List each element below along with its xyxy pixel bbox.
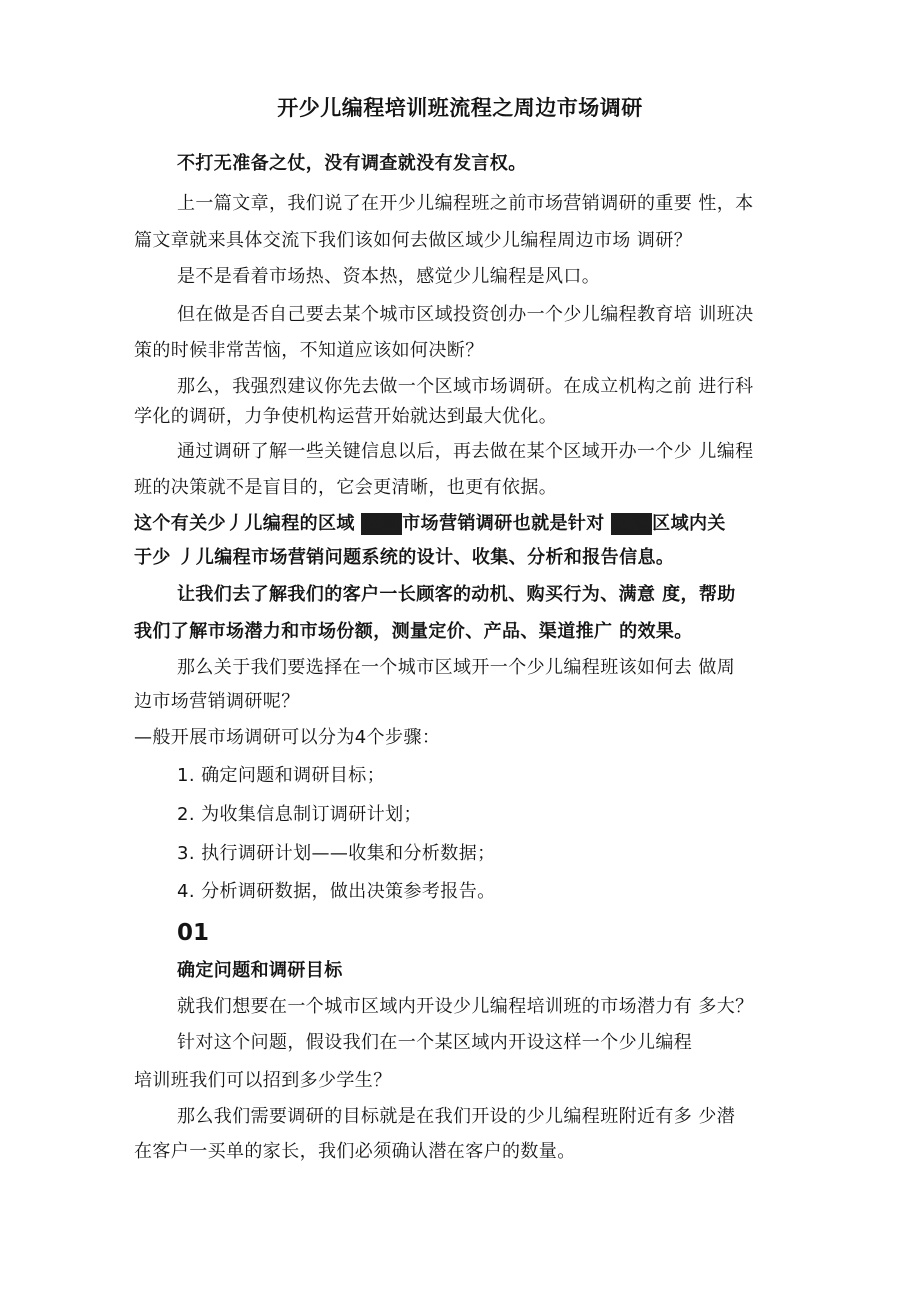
- paragraph-6-line-1: 让我们去了解我们的客户一长顾客的动机、购买行为、满意 度，帮助: [177, 584, 736, 605]
- paragraph-7-line-2: 边市场营销调研呢？: [134, 691, 300, 712]
- redaction-block-1: 区域: [363, 513, 401, 534]
- paragraph-5-line-2: 班的决策就不是盲目的，它会更清晰，也更有依据。: [134, 477, 558, 498]
- definition-text-3: 区域内关: [652, 513, 726, 534]
- paragraph-1-line-2: 篇文章就来具体交流下我们该如何去做区域少儿编程周边市场 调研？: [134, 230, 693, 251]
- step-item-1: 1. 确定问题和调研目标；: [177, 765, 386, 786]
- definition-line-1: [134, 513, 726, 535]
- paragraph-4-line-2: 学化的调研，力争使机构运营开始就达到最大优化。: [134, 406, 558, 427]
- paragraph-4-line-1: 那么，我强烈建议你先去做一个区域市场调研。在成立机构之前 进行科: [177, 376, 754, 397]
- paragraph-3-line-1: 但在做是否自己要去某个城市区域投资创办一个少儿编程教育培 训班决: [177, 304, 754, 325]
- page-title: 开少儿编程培训班流程之周边市场调研: [277, 96, 643, 120]
- step-item-4: 4. 分析调研数据，做出决策参考报告。: [177, 881, 496, 902]
- steps-intro: —般开展市场调研可以分为4个步骤：: [134, 727, 441, 748]
- section-paragraph-3-line-2: 在客户一买单的家长，我们必须确认潜在客户的数量。: [134, 1141, 576, 1162]
- section-paragraph-2-line-1: 针对这个问题，假设我们在一个某区域内开设这样一个少儿编程: [177, 1032, 693, 1053]
- section-heading: 确定问题和调研目标: [177, 960, 343, 981]
- definition-text-1: 这个有关少丿儿编程的区域: [134, 513, 362, 534]
- lead-sentence: 不打无准备之仗，没有调查就没有发言权。: [177, 153, 527, 174]
- step-item-2: 2. 为收集信息制订调研计划；: [177, 804, 422, 825]
- paragraph-2: 是不是看着市场热、资本热，感觉少儿编程是风口。: [177, 266, 601, 287]
- paragraph-1-line-1: 上一篇文章，我们说了在开少儿编程班之前市场营销调研的重要 性，本: [177, 193, 754, 214]
- paragraph-6-line-2: 我们了解市场潜力和市场份额，测量定价、产品、渠道推广 的效果。: [134, 621, 693, 642]
- paragraph-3-line-2: 策的时候非常苦恼，不知道应该如何决断？: [134, 340, 484, 361]
- definition-text-2: 市场营销调研也就是针对: [402, 513, 612, 534]
- paragraph-7-line-1: 那么关于我们要选择在一个城市区域开一个少儿编程班该如何去 做周: [177, 657, 736, 678]
- section-paragraph-3-line-1: 那么我们需要调研的目标就是在我们开设的少儿编程班附近有多 少潜: [177, 1106, 736, 1127]
- redaction-block-2: 区域: [613, 513, 651, 534]
- paragraph-5-line-1: 通过调研了解一些关键信息以后，再去做在某个区域开办一个少 儿编程: [177, 441, 754, 462]
- definition-line-2: 于少 丿儿编程市场营销问题系统的设计、收集、分析和报告信息。: [134, 547, 675, 568]
- section-paragraph-1: 就我们想要在一个城市区域内开设少儿编程培训班的市场潜力有 多大？: [177, 996, 754, 1017]
- section-number: 01: [177, 920, 210, 946]
- step-item-3: 3. 执行调研计划——收集和分析数据；: [177, 843, 496, 864]
- section-paragraph-2-line-2: 培训班我们可以招到多少学生？: [134, 1070, 392, 1091]
